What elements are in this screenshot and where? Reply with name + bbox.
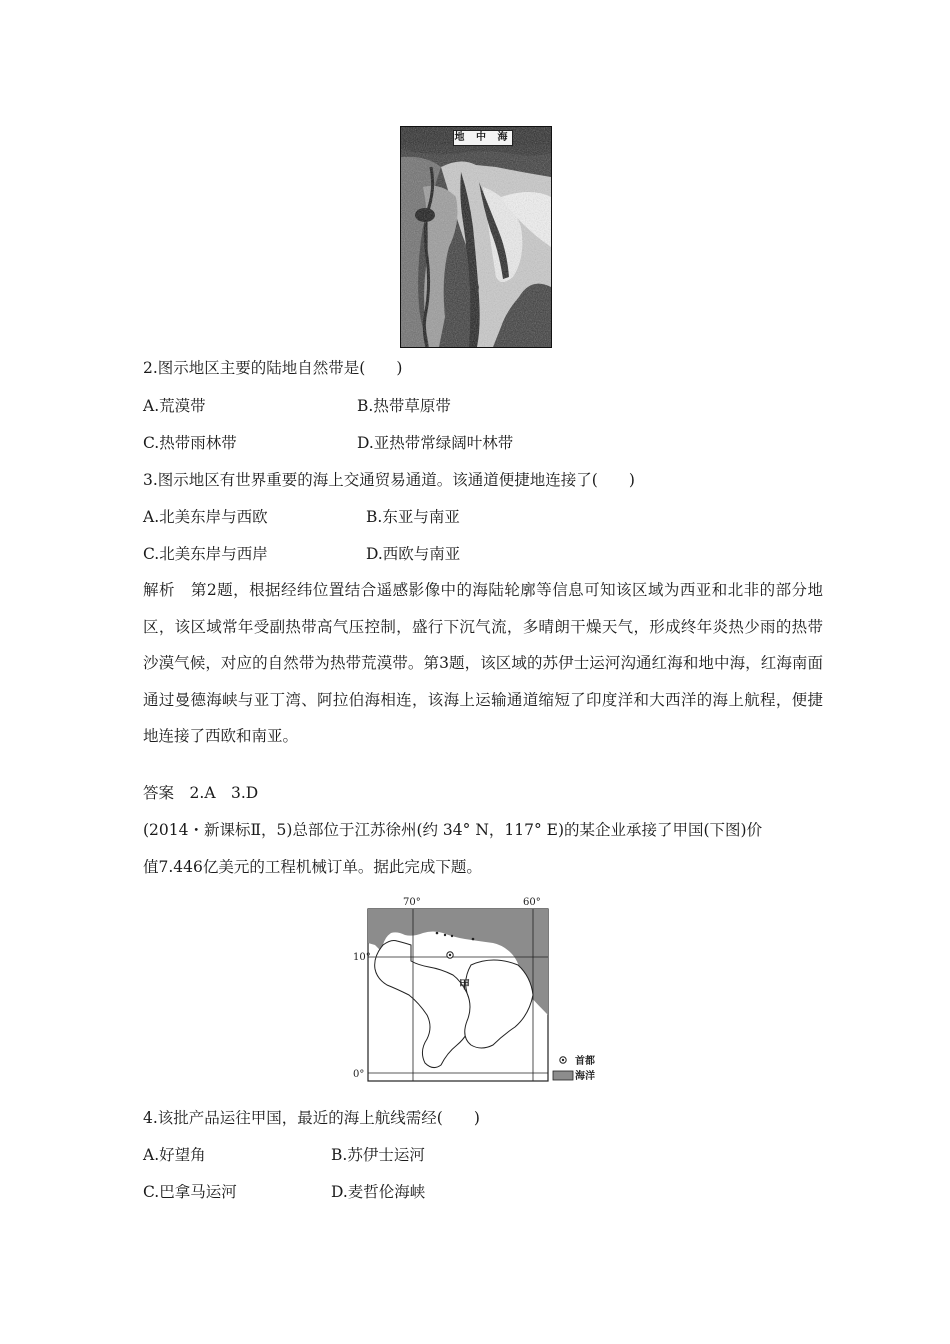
lat-label-0: 0° [353, 1069, 365, 1080]
q2-option-a: A.荒漠带 [143, 397, 206, 415]
analysis-paragraph [143, 572, 823, 755]
q3-option-a: A.北美东岸与西欧 [143, 508, 268, 526]
venezuela-map [353, 895, 613, 1087]
lon-label-70: 70° [403, 897, 421, 908]
lat-label-10: 10° [353, 952, 371, 963]
satellite-image-graphic [401, 127, 551, 347]
answer-text: 2.A 3.D [189, 784, 259, 802]
legend-capital-label: 首都 [575, 1056, 595, 1067]
q4-option-d: D.麦哲伦海峡 [331, 1183, 426, 1201]
q3-option-b: B.东亚与南亚 [366, 508, 460, 526]
q4-option-a: A.好望角 [143, 1146, 206, 1164]
analysis-label: 解析 [143, 581, 175, 599]
q2-stem: 2.图示地区主要的陆地自然带是( ) [143, 359, 403, 377]
q3-option-d: D.西欧与南亚 [366, 545, 461, 563]
q4-option-c: C.巴拿马运河 [143, 1183, 237, 1201]
analysis-text: 第2题，根据经纬位置结合遥感影像中的海陆轮廓等信息可知该区域为西亚和北非的部分地区，该区域常年受副热带高气压控制，盛行下沉气流，多晴朗干燥天气，形成终年炎热少雨的热带沙漠气候，对应的自然带为热带荒漠带。第3题，该区域的苏伊士运河沟通红海和地中海，红海南面通过曼德海峡与亚丁湾、阿拉伯海相连，该海上运输通道缩短了印度洋和大西洋的海上航程，便捷地连接了西欧和南亚。 [143, 581, 823, 745]
country-label: 甲 [459, 978, 470, 991]
q4-option-b: B.苏伊士运河 [331, 1146, 425, 1164]
q3-option-c: C.北美东岸与西岸 [143, 545, 268, 563]
map-graphic [353, 895, 613, 1087]
q2-option-c: C.热带雨林带 [143, 434, 237, 452]
legend-ocean-swatch [553, 1071, 573, 1080]
answer-label: 答案 [143, 784, 175, 802]
answer-line [143, 783, 258, 803]
q4-stem: 4.该批产品运往甲国，最近的海上航线需经( ) [143, 1109, 480, 1127]
q2-option-b: B.热带草原带 [357, 397, 451, 415]
q2-option-d: D.亚热带常绿阔叶林带 [357, 434, 514, 452]
mediterranean-label: 地 中 海 [453, 130, 513, 146]
intro-line-2: 值7.446亿美元的工程机械订单。据此完成下题。 [143, 858, 482, 876]
q3-stem: 3.图示地区有世界重要的海上交通贸易通道。该通道便捷地连接了( ) [143, 471, 635, 489]
intro-line-1: (2014・新课标Ⅱ，5)总部位于江苏徐州(约 34° N，117° E)的某企业承接了甲国(下图)价 [143, 821, 763, 839]
lon-label-60: 60° [523, 897, 541, 908]
satellite-image [400, 126, 552, 348]
legend-ocean-label: 海洋 [575, 1071, 595, 1082]
